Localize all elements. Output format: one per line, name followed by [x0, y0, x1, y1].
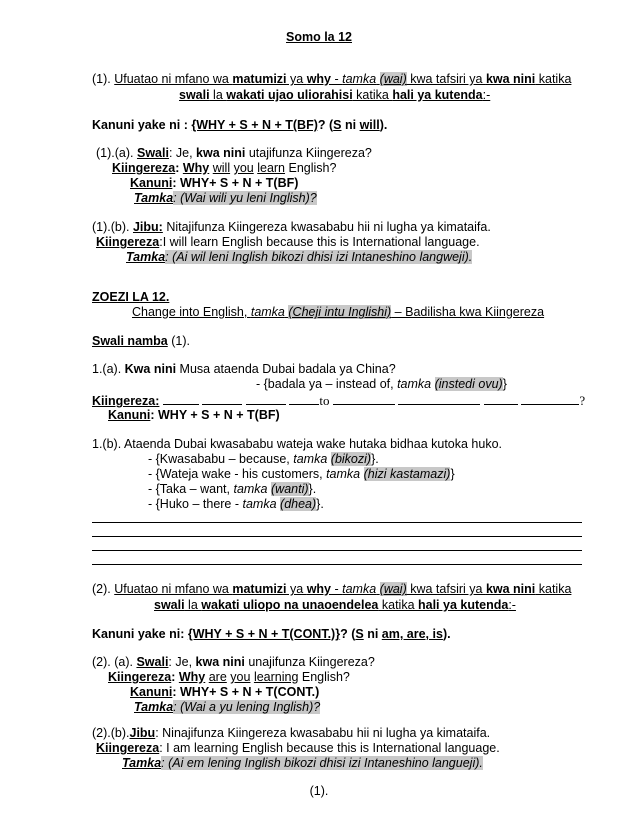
rule-2: Kanuni yake ni: {WHY + S + N + T(CONT.)}? (S ni am, are, is). — [92, 627, 451, 641]
vocab-4: - {Huko – there - tamka (dhea)}. — [148, 497, 324, 511]
answer-2-tamka: Tamka: (Ai em lening Inglish bikozi dhisi izi Intaneshino langueji). — [122, 756, 483, 770]
answer-2: (2).(b).Jibu: Ninajifunza Kiingereza kwasababu hii ni lugha ya kimataifa. — [92, 726, 491, 740]
example-2-tamka: Tamka: (Wai a yu lening Inglish)? — [134, 700, 321, 714]
example-2-english: Kiingereza: Why are you learning English? — [108, 670, 350, 684]
exercise-title: ZOEZI LA 12. — [92, 290, 170, 304]
answer-1-tamka: Tamka: (Ai wil leni Inglish bikozi dhisi izi Intaneshino langweji). — [126, 250, 473, 264]
example-1-tamka: Tamka: (Wai wili yu leni Inglish)? — [134, 191, 317, 205]
writing-line[interactable] — [92, 522, 582, 523]
exercise-instruction: Change into English, tamka (Cheji intu Inglishi) – Badilisha kwa Kiingereza — [132, 305, 545, 319]
intro-2-line-1: (2). Ufuatao ni mfano wa matumizi ya why - tamka (wai) kwa tafsiri ya kwa nini katika — [92, 582, 572, 596]
question-1a-kanuni: Kanuni: WHY + S + N + T(BF) — [108, 408, 280, 422]
lesson-title: Somo la 12 — [286, 30, 352, 44]
vocab-3: - {Taka – want, tamka (wanti)}. — [148, 482, 317, 496]
example-2-question: (2). (a). Swali: Je, kwa nini unajifunza Kiingereza? — [92, 655, 375, 669]
example-2-kanuni: Kanuni: WHY+ S + N + T(CONT.) — [130, 685, 320, 699]
blank-3[interactable] — [246, 393, 286, 405]
blank-1[interactable] — [163, 393, 199, 405]
intro-1-line-2: swali la wakati ujao uliorahisi katika hali ya kutenda:- — [179, 88, 491, 102]
question-number: Swali namba (1). — [92, 334, 190, 348]
page-number: (1). — [309, 784, 329, 798]
example-1-english: Kiingereza: Why will you learn English? — [112, 161, 337, 175]
blank-7[interactable] — [484, 393, 518, 405]
example-1-kanuni: Kanuni: WHY+ S + N + T(BF) — [130, 176, 299, 190]
question-1b: 1.(b). Ataenda Dubai kwasababu wateja wake hutaka bidhaa kutoka huko. — [92, 437, 502, 451]
blank-2[interactable] — [202, 393, 242, 405]
example-1-question: (1).(a). Swali: Je, kwa nini utajifunza Kiingereza? — [96, 146, 372, 160]
blank-4[interactable] — [289, 393, 319, 405]
writing-line[interactable] — [92, 564, 582, 565]
answer-2-english: Kiingereza: I am learning English because this is International language. — [96, 741, 500, 755]
rule-1: Kanuni yake ni : {WHY + S + N + T(BF)? (S ni will). — [92, 118, 388, 132]
intro-1-line-1: (1). Ufuatao ni mfano wa matumizi ya why - tamka (wai) kwa tafsiri ya kwa nini katika — [92, 72, 572, 86]
blank-8[interactable] — [521, 393, 579, 405]
question-1a-hint: - {badala ya – instead of, tamka (instedi ovu)} — [256, 377, 507, 391]
answer-1: (1).(b). Jibu: Nitajifunza Kiingereza kwasababu hii ni lugha ya kimataifa. — [92, 220, 491, 234]
vocab-2: - {Wateja wake - his customers, tamka (hizi kastamazi)} — [148, 467, 455, 481]
writing-line[interactable] — [92, 550, 582, 551]
answer-1-english: Kiingereza:I will learn English because this is International language. — [96, 235, 480, 249]
vocab-1: - {Kwasababu – because, tamka (bikozi)}. — [148, 452, 379, 466]
answer-blank-line: Kiingereza: to ? — [92, 393, 586, 408]
intro-2-line-2: swali la wakati uliopo na unaoendelea katika hali ya kutenda:- — [154, 598, 516, 612]
question-1a: 1.(a). Kwa nini Musa ataenda Dubai badala ya China? — [92, 362, 396, 376]
blank-6[interactable] — [398, 393, 480, 405]
blank-5[interactable] — [333, 393, 395, 405]
writing-line[interactable] — [92, 536, 582, 537]
